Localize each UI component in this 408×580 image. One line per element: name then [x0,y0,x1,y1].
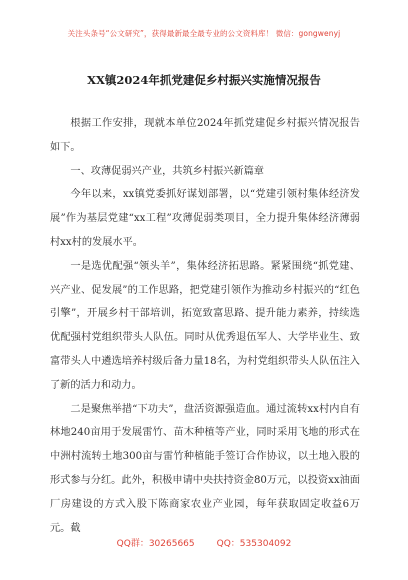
paragraph-overview: 今年以来，xx镇党委抓好谋划部署，以“党建引领村集体经济发展”作为基层党建“xx工程”攻薄促弱类项目，全力提升集体经济薄弱村xx村的发展水平。 [50,189,360,248]
paragraph-intro: 根据工作安排，现就本单位2024年抓党建促乡村振兴情况报告如下。 [50,118,360,153]
paragraph-point-1: 一是选优配强“领头羊”，集体经济拓思路。紧紧围绕“抓党建、兴产业、促发展”的工作思路，把党建引领作为推动乡村振兴的“红色引擎”，开展乡村干部培训，拓宽致富思路、提升能力素养，持续选优配强村党组织带头人队伍。同时从优秀退伍军人、大学毕业生、致富带头人中遴选培养村级后备力量18名，为村党组织带头人队伍注入了新的活力和动力。 [50,260,360,391]
footer-qq: QQ：535304092 [216,539,292,549]
section-heading-1: 一、攻薄促弱兴产业，共筑乡村振兴新篇章 [70,165,264,177]
document-body [50,112,360,540]
footer-contact [0,536,408,549]
footer-qq-group: QQ群：30265665 [116,539,195,549]
paragraph-point-2: 二是聚焦举措“下功夫”，盘活资源强造血。通过流转xx村内自有林地240亩用于发展雷竹、苗木种植等产业，同时采用飞地的形式在中洲村流转土地300亩与雷竹种植能手签订合作协议，以土地入股的形式参与分红。此外，积极申请中央扶持资金80万元，以投资xx油面厂房建设的方式入股下陈商家农业产业园，每年获取固定收益6万元。截 [50,403,360,534]
header-banner: 关注头条号“公文研究”，获得最新最全最专业的公文资料库！ 微信：gongwenyj [67,29,341,38]
document-title: XX镇2024年抓党建促乡村振兴实施情况报告 [87,73,321,87]
